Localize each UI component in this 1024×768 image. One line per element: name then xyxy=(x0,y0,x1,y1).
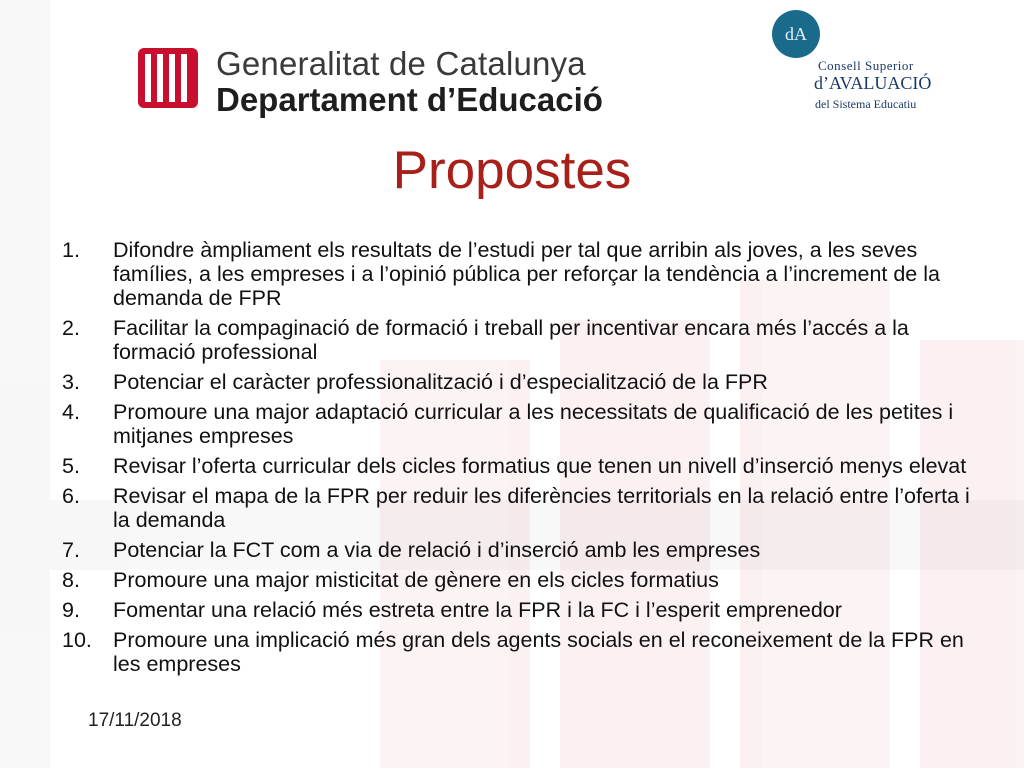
list-item xyxy=(62,628,982,676)
consell-line2: d’AVALUACIÓ xyxy=(814,73,932,93)
item-text: Revisar el mapa de la FPR per reduir les diferències territorials en la relació entre l’oferta i la demanda xyxy=(113,484,970,532)
list-item xyxy=(62,484,982,532)
item-number: 1. xyxy=(62,238,80,262)
item-number: 5. xyxy=(62,454,80,478)
proposals-list xyxy=(62,238,982,682)
list-item xyxy=(62,538,982,562)
item-number: 2. xyxy=(62,316,80,340)
item-number: 3. xyxy=(62,370,80,394)
item-number: 8. xyxy=(62,568,80,592)
list-item xyxy=(62,238,982,310)
consell-superior-logo xyxy=(772,10,972,120)
item-text: Promoure una implicació més gran dels agents socials en el reconeixement de la FPR en les empreses xyxy=(113,628,964,676)
item-text: Potenciar la FCT com a via de relació i d’inserció amb les empreses xyxy=(113,538,761,562)
list-item xyxy=(62,400,982,448)
consell-monogram-icon: dA xyxy=(772,10,820,58)
item-number: 10. xyxy=(62,628,92,652)
item-number: 9. xyxy=(62,598,80,622)
generalitat-name: Generalitat de Catalunya xyxy=(216,45,586,82)
item-number: 4. xyxy=(62,400,80,424)
list-item xyxy=(62,568,982,592)
list-item xyxy=(62,370,982,394)
item-text: Promoure una major adaptació curricular a les necessitats de qualificació de les petites i mitjanes empreses xyxy=(113,400,954,448)
item-text: Difondre àmpliament els resultats de l’estudi per tal que arribin als joves, a les seves famílies, a les empreses i a l’opinió pública per reforçar la tendència a l’increment de la demanda de FPR xyxy=(113,238,940,310)
list-item xyxy=(62,316,982,364)
consell-line1: Consell Superior xyxy=(818,58,914,73)
slide-date: 17/11/2018 xyxy=(88,710,182,731)
item-text: Fomentar una relació més estreta entre la FPR i la FC i l’esperit emprenedor xyxy=(113,598,842,622)
list-item xyxy=(62,598,982,622)
item-text: Potenciar el caràcter professionalització i d’especialització de la FPR xyxy=(113,370,768,394)
slide-title: Propostes xyxy=(392,141,632,200)
department-name: Departament d’Educació xyxy=(216,81,603,118)
consell-line3: del Sistema Educatiu xyxy=(815,97,917,111)
senyera-stripes-icon xyxy=(138,44,198,112)
item-number: 7. xyxy=(62,538,80,562)
item-text: Facilitar la compaginació de formació i treball per incentivar encara més l’accés a la formació professional xyxy=(113,316,909,364)
item-text: Revisar l’oferta curricular dels cicles formatius que tenen un nivell d’inserció menys elevat xyxy=(113,454,967,478)
list-item xyxy=(62,454,982,478)
item-text: Promoure una major misticitat de gènere en els cicles formatius xyxy=(113,568,719,592)
item-number: 6. xyxy=(62,484,80,508)
